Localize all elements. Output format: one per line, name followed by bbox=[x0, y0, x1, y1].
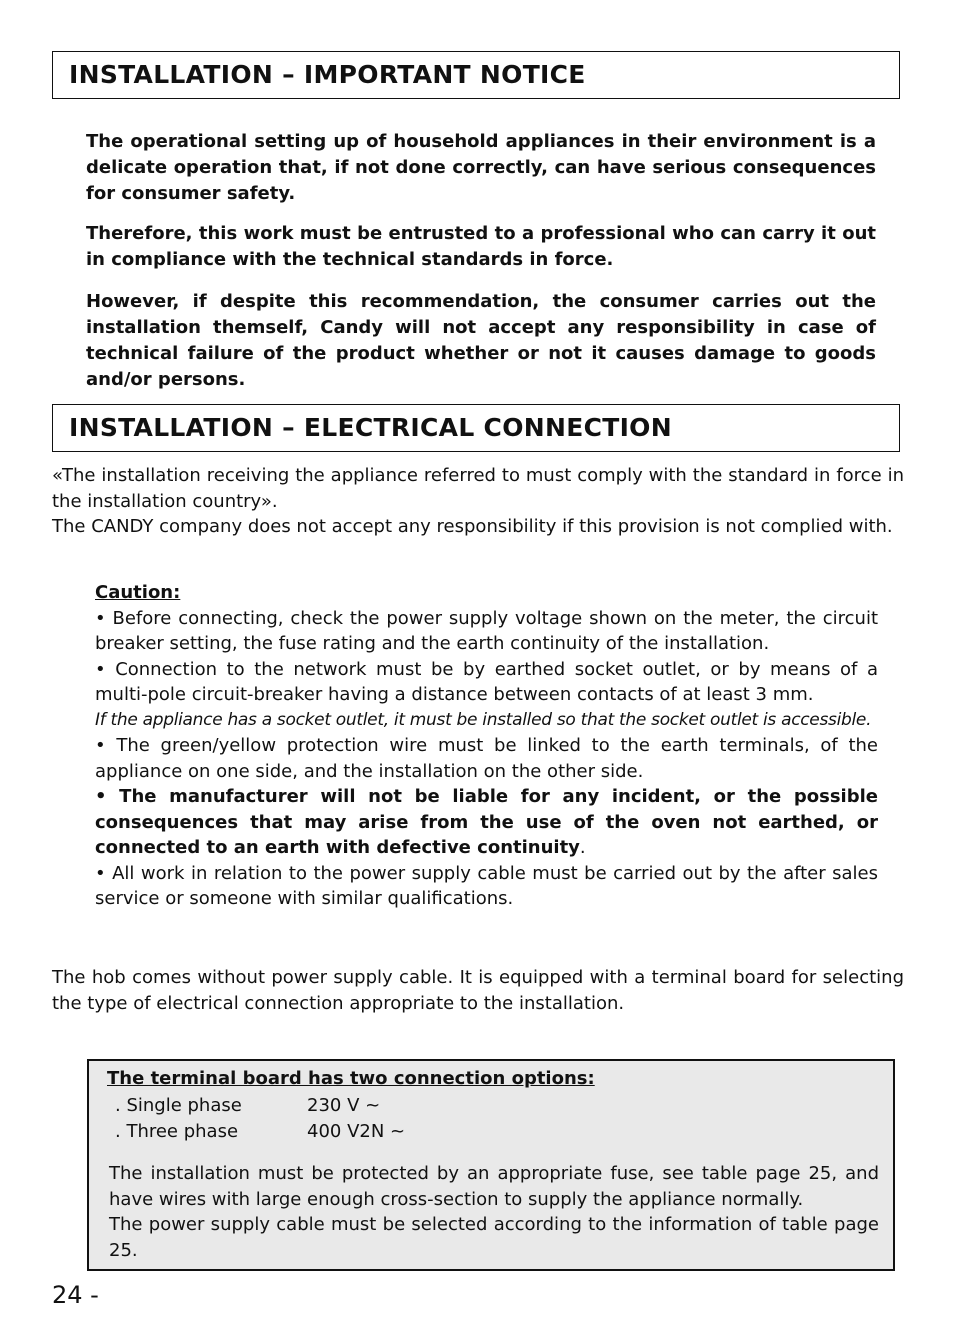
notice-paragraph-3: However, if despite this recommendation, the consumer carries out the installation themself, Candy will not accept any responsibility in case of technical failure of the product whether or not it causes damage to goods and/or persons. bbox=[86, 291, 876, 390]
caution-item-liability bbox=[95, 784, 878, 861]
fuse-text: The installation must be protected by an appropriate fuse, see table page 25, and have wires with large enough cross-section to supply the appliance normally. bbox=[109, 1163, 879, 1210]
option-three-phase-value: 400 V2N ~ bbox=[307, 1121, 406, 1142]
page-number: 24 - bbox=[52, 1281, 99, 1309]
liability-bold-text: • The manufacturer will not be liable for any incident, or the possible consequences that may arise from the use of the oven not earthed, or connected to an earth with defective continuity bbox=[95, 786, 878, 858]
option-single-phase-value: 230 V ~ bbox=[307, 1095, 381, 1116]
option-single-phase-label: . Single phase bbox=[115, 1095, 242, 1116]
caution-item-earth-wire: • The green/yellow protection wire must be linked to the earth terminals, of the appliance on one side, and the installation on the other side. bbox=[95, 735, 878, 782]
caution-item-voltage: • Before connecting, check the power supply voltage shown on the meter, the circuit breaker setting, the fuse rating and the earth continuity of the installation. bbox=[95, 607, 878, 654]
caution-block bbox=[95, 580, 878, 912]
electrical-connection-heading: INSTALLATION – ELECTRICAL CONNECTION bbox=[69, 413, 672, 442]
hob-terminal-text: The hob comes without power supply cable. It is equipped with a terminal board for selecting the type of electrical connection appropriate to the installation. bbox=[52, 967, 904, 1014]
terminal-board-box bbox=[87, 1059, 895, 1271]
cable-text: The power supply cable must be selected according to the information of table page 25. bbox=[109, 1214, 879, 1261]
notice-paragraph-2: Therefore, this work must be entrusted to a professional who can carry it out in compliance with the technical standards in force. bbox=[86, 223, 876, 270]
caution-item-connection: • Connection to the network must be by earthed socket outlet, or by means of a multi-pole circuit-breaker having a distance between contacts of at least 3 mm. bbox=[95, 658, 878, 705]
terminal-box-notes bbox=[109, 1161, 879, 1263]
important-notice-heading-box bbox=[52, 51, 900, 99]
important-notice-heading: INSTALLATION – IMPORTANT NOTICE bbox=[69, 60, 586, 89]
electrical-connection-heading-box bbox=[52, 404, 900, 452]
option-three-phase-label: . Three phase bbox=[115, 1121, 239, 1142]
caution-item-cable-work: • All work in relation to the power supply cable must be carried out by the after sales service or someone with similar qualifications. bbox=[95, 862, 878, 909]
caution-title: Caution: bbox=[95, 582, 181, 603]
liability-end-text: . bbox=[579, 837, 586, 858]
notice-paragraph-1: The operational setting up of household appliances in their environment is a delicate operation that, if not done correctly, can have serious consequences for consumer safety. bbox=[86, 131, 876, 204]
caution-italic-note: If the appliance has a socket outlet, it must be installed so that the socket outlet is accessible. bbox=[95, 709, 872, 730]
responsibility-text: The CANDY company does not accept any responsibility if this provision is not complied with. bbox=[52, 516, 893, 537]
standard-compliance-text: «The installation receiving the appliance referred to must comply with the standard in force in the installation country». bbox=[52, 465, 904, 512]
terminal-board-heading: The terminal board has two connection options: bbox=[107, 1068, 595, 1089]
